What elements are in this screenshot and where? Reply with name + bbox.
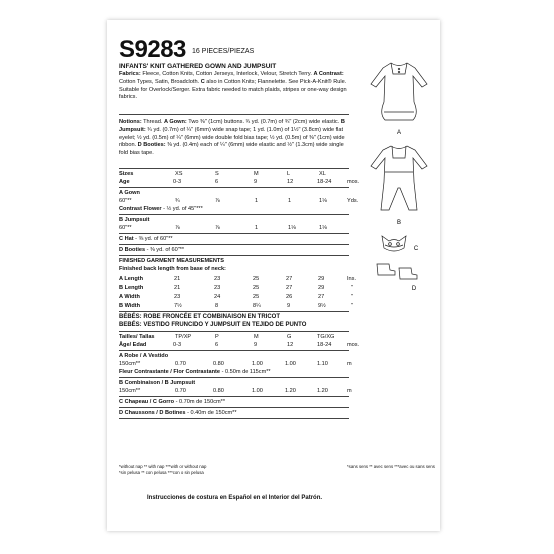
meter-unit: m bbox=[347, 388, 352, 394]
notions-label: Notions: bbox=[119, 119, 142, 125]
b-combinaison-width: 150cm** bbox=[119, 388, 141, 394]
notions-b-label: B Jumpsuit: bbox=[119, 119, 345, 133]
age-unit: mos. bbox=[347, 179, 360, 185]
size-p: P bbox=[215, 334, 219, 340]
c-hat-row bbox=[119, 236, 173, 242]
age-value: 6 bbox=[215, 179, 219, 185]
c-hat-yardage: - ⅜ yd. of 60"** bbox=[135, 236, 173, 242]
a-robe-meterage: 1.00 bbox=[285, 361, 296, 367]
size-m: M bbox=[254, 334, 259, 340]
divider bbox=[119, 377, 349, 378]
measurement-unit: " bbox=[351, 294, 353, 300]
size-m: M bbox=[254, 171, 259, 177]
divider bbox=[119, 407, 349, 408]
b-combinaison-meterage: 1.20 bbox=[317, 388, 328, 394]
measurement-value: 9 bbox=[287, 303, 291, 309]
a-robe-meterage: 0.80 bbox=[213, 361, 224, 367]
age-edad-label: Âge/ Edad bbox=[119, 342, 147, 348]
measurement-value: 26 bbox=[286, 294, 293, 300]
b-combinaison-meterage: 0.70 bbox=[175, 388, 186, 394]
notions-a-text: Two ⅜" (1cm) buttons. ¾ yd. (0.7m) of ¾" (2cm) wide elastic. bbox=[188, 119, 340, 125]
divider bbox=[119, 350, 349, 351]
spanish-instructions-note: Instrucciones de costura en Español en el Interior del Patrón. bbox=[147, 495, 323, 501]
a-robe-meterage: 1.10 bbox=[317, 361, 328, 367]
c-hat-label: C Hat bbox=[119, 236, 134, 242]
a-robe-width: 150cm** bbox=[119, 361, 141, 367]
nap-note-fr: *sans sens ** avec sens ***avec ou sans sens bbox=[347, 464, 435, 469]
size-xs: XS bbox=[175, 171, 183, 177]
yards-unit: Yds. bbox=[347, 198, 359, 204]
b-combinaison-label: B Combinaison / B Jumpsuit bbox=[119, 380, 196, 386]
age-value: 12 bbox=[287, 179, 294, 185]
jumpsuit-sketch-view-b bbox=[371, 146, 427, 210]
french-title: BÉBÉS: ROBE FRONCÉE ET COMBINAISON EN TRICOT bbox=[119, 314, 281, 320]
divider bbox=[119, 187, 349, 188]
a-gown-yardage: ¾ bbox=[175, 198, 180, 204]
b-jumpsuit-yardage: 1⅛ bbox=[319, 225, 327, 231]
contrast-flower-label: Contrast Flower bbox=[119, 206, 162, 212]
divider bbox=[119, 255, 349, 256]
pattern-title: INFANTS' KNIT GATHERED GOWN AND JUMPSUIT bbox=[119, 63, 277, 70]
nap-note-en: *without nap ** with nap ***with or without nap bbox=[119, 464, 207, 469]
measurement-value: 9½ bbox=[318, 303, 326, 309]
a-gown-yardage: 1 bbox=[288, 198, 292, 204]
a-gown-yardage: ⅞ bbox=[215, 198, 220, 204]
fleur-row bbox=[119, 369, 271, 375]
d-booties-yardage: - ⅜ yd. of 60"** bbox=[146, 247, 185, 253]
gown-sketch-view-a bbox=[371, 63, 427, 120]
c-label: C bbox=[200, 78, 205, 85]
age-value: 0-3 bbox=[173, 179, 182, 185]
fabrics-text: Fleece, Cotton Knits, Cotton Jerseys, Interlock, Velour, Stretch Terry. bbox=[142, 71, 312, 77]
a-width-label: A Width bbox=[119, 294, 140, 300]
age-value: 0-3 bbox=[173, 342, 182, 348]
age-unit: mos. bbox=[347, 342, 360, 348]
c-chapeau-meterage: - 0.70m de 150cm** bbox=[175, 399, 226, 405]
piece-count: 16 PIECES/PIEZAS bbox=[192, 48, 255, 55]
measurement-value: 23 bbox=[214, 276, 221, 282]
contrast-label: A Contrast: bbox=[313, 71, 344, 77]
c-chapeau-row bbox=[119, 399, 225, 405]
view-label-c: C bbox=[413, 246, 419, 252]
finished-subheading: Finished back length from base of neck: bbox=[119, 266, 226, 272]
age-value: 12 bbox=[287, 342, 294, 348]
d-chaussons-meterage: - 0.40m de 150cm** bbox=[187, 410, 237, 416]
b-jumpsuit-label: B Jumpsuit bbox=[119, 217, 150, 223]
tailles-label: Tailles/ Tallas bbox=[119, 334, 155, 340]
fleur-label: Fleur Contrastante / Flor Contrastante bbox=[119, 369, 221, 375]
size-tg: TG/XG bbox=[317, 334, 335, 340]
sizes-label: Sizes bbox=[119, 171, 134, 177]
measurement-unit: " bbox=[351, 303, 353, 309]
view-illustrations bbox=[369, 60, 433, 300]
d-booties-label: D Booties bbox=[119, 247, 146, 253]
divider bbox=[119, 396, 349, 397]
measurement-value: 27 bbox=[286, 285, 293, 291]
d-chaussons-label: D Chaussons / D Botines bbox=[119, 410, 186, 416]
spanish-title: BEBÉS: VESTIDO FRUNCIDO Y JUMPSUIT EN TEJIDO DE PUNTO bbox=[119, 322, 307, 328]
size-l: L bbox=[287, 171, 291, 177]
a-gown-yardage: 1⅛ bbox=[319, 198, 327, 204]
b-jumpsuit-yardage: ⅞ bbox=[175, 225, 180, 231]
measurement-value: 21 bbox=[174, 276, 181, 282]
age-value: 9 bbox=[254, 179, 258, 185]
fabrics-block bbox=[119, 71, 347, 102]
measurement-unit: Ins. bbox=[347, 276, 357, 282]
d-booties-row bbox=[119, 247, 184, 253]
measurement-value: 23 bbox=[214, 285, 221, 291]
measurement-value: 8¼ bbox=[253, 303, 261, 309]
pattern-number: S9283 bbox=[119, 36, 186, 63]
pattern-envelope-back bbox=[107, 20, 440, 531]
measurement-value: 27 bbox=[286, 276, 293, 282]
size-g: G bbox=[287, 334, 292, 340]
d-chaussons-row bbox=[119, 410, 237, 416]
divider bbox=[119, 244, 349, 245]
b-jumpsuit-yardage: 1 bbox=[255, 225, 259, 231]
divider bbox=[119, 331, 349, 332]
notions-block bbox=[119, 119, 347, 158]
b-combinaison-meterage: 1.20 bbox=[285, 388, 296, 394]
notions-d-text: ⅜ yd. (0.4m) each of ¼" (6mm) wide elastic and ½" (1.3cm) wide single fold bias tape. bbox=[119, 142, 344, 157]
notions-b-text: ¾ yd. (0.7m) of ¼" (6mm) wide snap tape; 1 yd. (1.0m) of 1½" (3.8cm) wide flat eyelet; ½ yd. (0.5m) of ¼" (6mm) wide double fold bias tape; ½ yd. (0.5m) of ⅜" (1cm) wide ribbon. bbox=[119, 126, 345, 149]
size-s: S bbox=[215, 171, 219, 177]
measurement-value: 21 bbox=[174, 285, 181, 291]
size-tp: TP/XP bbox=[175, 334, 192, 340]
measurement-value: 25 bbox=[253, 285, 260, 291]
fabrics-label: Fabrics: bbox=[119, 71, 141, 77]
b-jumpsuit-yardage: ⅞ bbox=[215, 225, 220, 231]
age-value: 9 bbox=[254, 342, 258, 348]
size-xl: XL bbox=[319, 171, 326, 177]
contrast-text: Cotton Types, Satin, Broadcloth. bbox=[119, 78, 200, 85]
divider bbox=[119, 214, 349, 215]
view-label-a: A bbox=[396, 130, 402, 136]
measurement-value: 29 bbox=[318, 285, 325, 291]
b-jumpsuit-yardage: 1⅛ bbox=[288, 225, 296, 231]
divider bbox=[119, 168, 349, 169]
a-robe-label: A Robe / A Vestido bbox=[119, 353, 169, 359]
contrast-flower-yardage: - ½ yd. of 45"*** bbox=[163, 206, 203, 212]
divider bbox=[119, 114, 349, 115]
age-label: Age bbox=[119, 179, 130, 185]
divider bbox=[119, 418, 349, 419]
age-value: 6 bbox=[215, 342, 219, 348]
hat-sketch-view-c bbox=[382, 236, 406, 251]
measurement-value: 25 bbox=[253, 294, 260, 300]
view-label-d: D bbox=[411, 286, 417, 292]
a-gown-yardage: 1 bbox=[255, 198, 259, 204]
a-gown-label: A Gown bbox=[119, 190, 140, 196]
c-text: also in Cotton Knits; Flannelette. See Pick-A-Knit® Rule. Suitable for Overlock/Serger. Extra fabric needed to match plaids, stripes or one-way design fabrics. bbox=[119, 78, 347, 101]
measurement-value: 29 bbox=[318, 276, 325, 282]
a-robe-meterage: 1.00 bbox=[252, 361, 263, 367]
b-jumpsuit-width: 60"** bbox=[119, 225, 132, 231]
b-width-label: B Width bbox=[119, 303, 141, 309]
a-robe-meterage: 0.70 bbox=[175, 361, 186, 367]
booties-sketch-view-d bbox=[377, 264, 417, 279]
measurement-value: 7½ bbox=[174, 303, 182, 309]
age-value: 18-24 bbox=[317, 342, 332, 348]
measurement-value: 25 bbox=[253, 276, 260, 282]
a-length-label: A Length bbox=[119, 276, 144, 282]
nap-notes-english bbox=[119, 464, 206, 476]
measurement-value: 24 bbox=[214, 294, 221, 300]
c-chapeau-label: C Chapeau / C Gorro bbox=[119, 399, 175, 405]
view-label-b: B bbox=[396, 220, 402, 226]
contrast-flower-row bbox=[119, 206, 203, 212]
a-gown-width: 60"** bbox=[119, 198, 132, 204]
fleur-meterage: - 0.50m de 115cm** bbox=[221, 369, 271, 375]
measurement-value: 23 bbox=[174, 294, 181, 300]
notions-a-label: A Gown: bbox=[163, 119, 187, 125]
notions-intro: Thread. bbox=[143, 119, 163, 125]
measurement-value: 27 bbox=[318, 294, 325, 300]
divider bbox=[119, 233, 349, 234]
measurement-value: 8 bbox=[215, 303, 219, 309]
b-length-label: B Length bbox=[119, 285, 144, 291]
nap-note-es: *sin pelusa ** con pelusa ***con o sin pelusa bbox=[119, 470, 204, 475]
b-combinaison-meterage: 1.00 bbox=[252, 388, 263, 394]
notions-d-label: D Booties: bbox=[137, 142, 166, 149]
divider bbox=[119, 311, 349, 312]
measurement-unit: " bbox=[351, 285, 353, 291]
b-combinaison-meterage: 0.80 bbox=[213, 388, 224, 394]
finished-heading: FINISHED GARMENT MEASUREMENTS bbox=[119, 258, 225, 264]
nap-notes-french bbox=[347, 464, 435, 470]
age-value: 18-24 bbox=[317, 179, 332, 185]
meter-unit: m bbox=[347, 361, 352, 367]
